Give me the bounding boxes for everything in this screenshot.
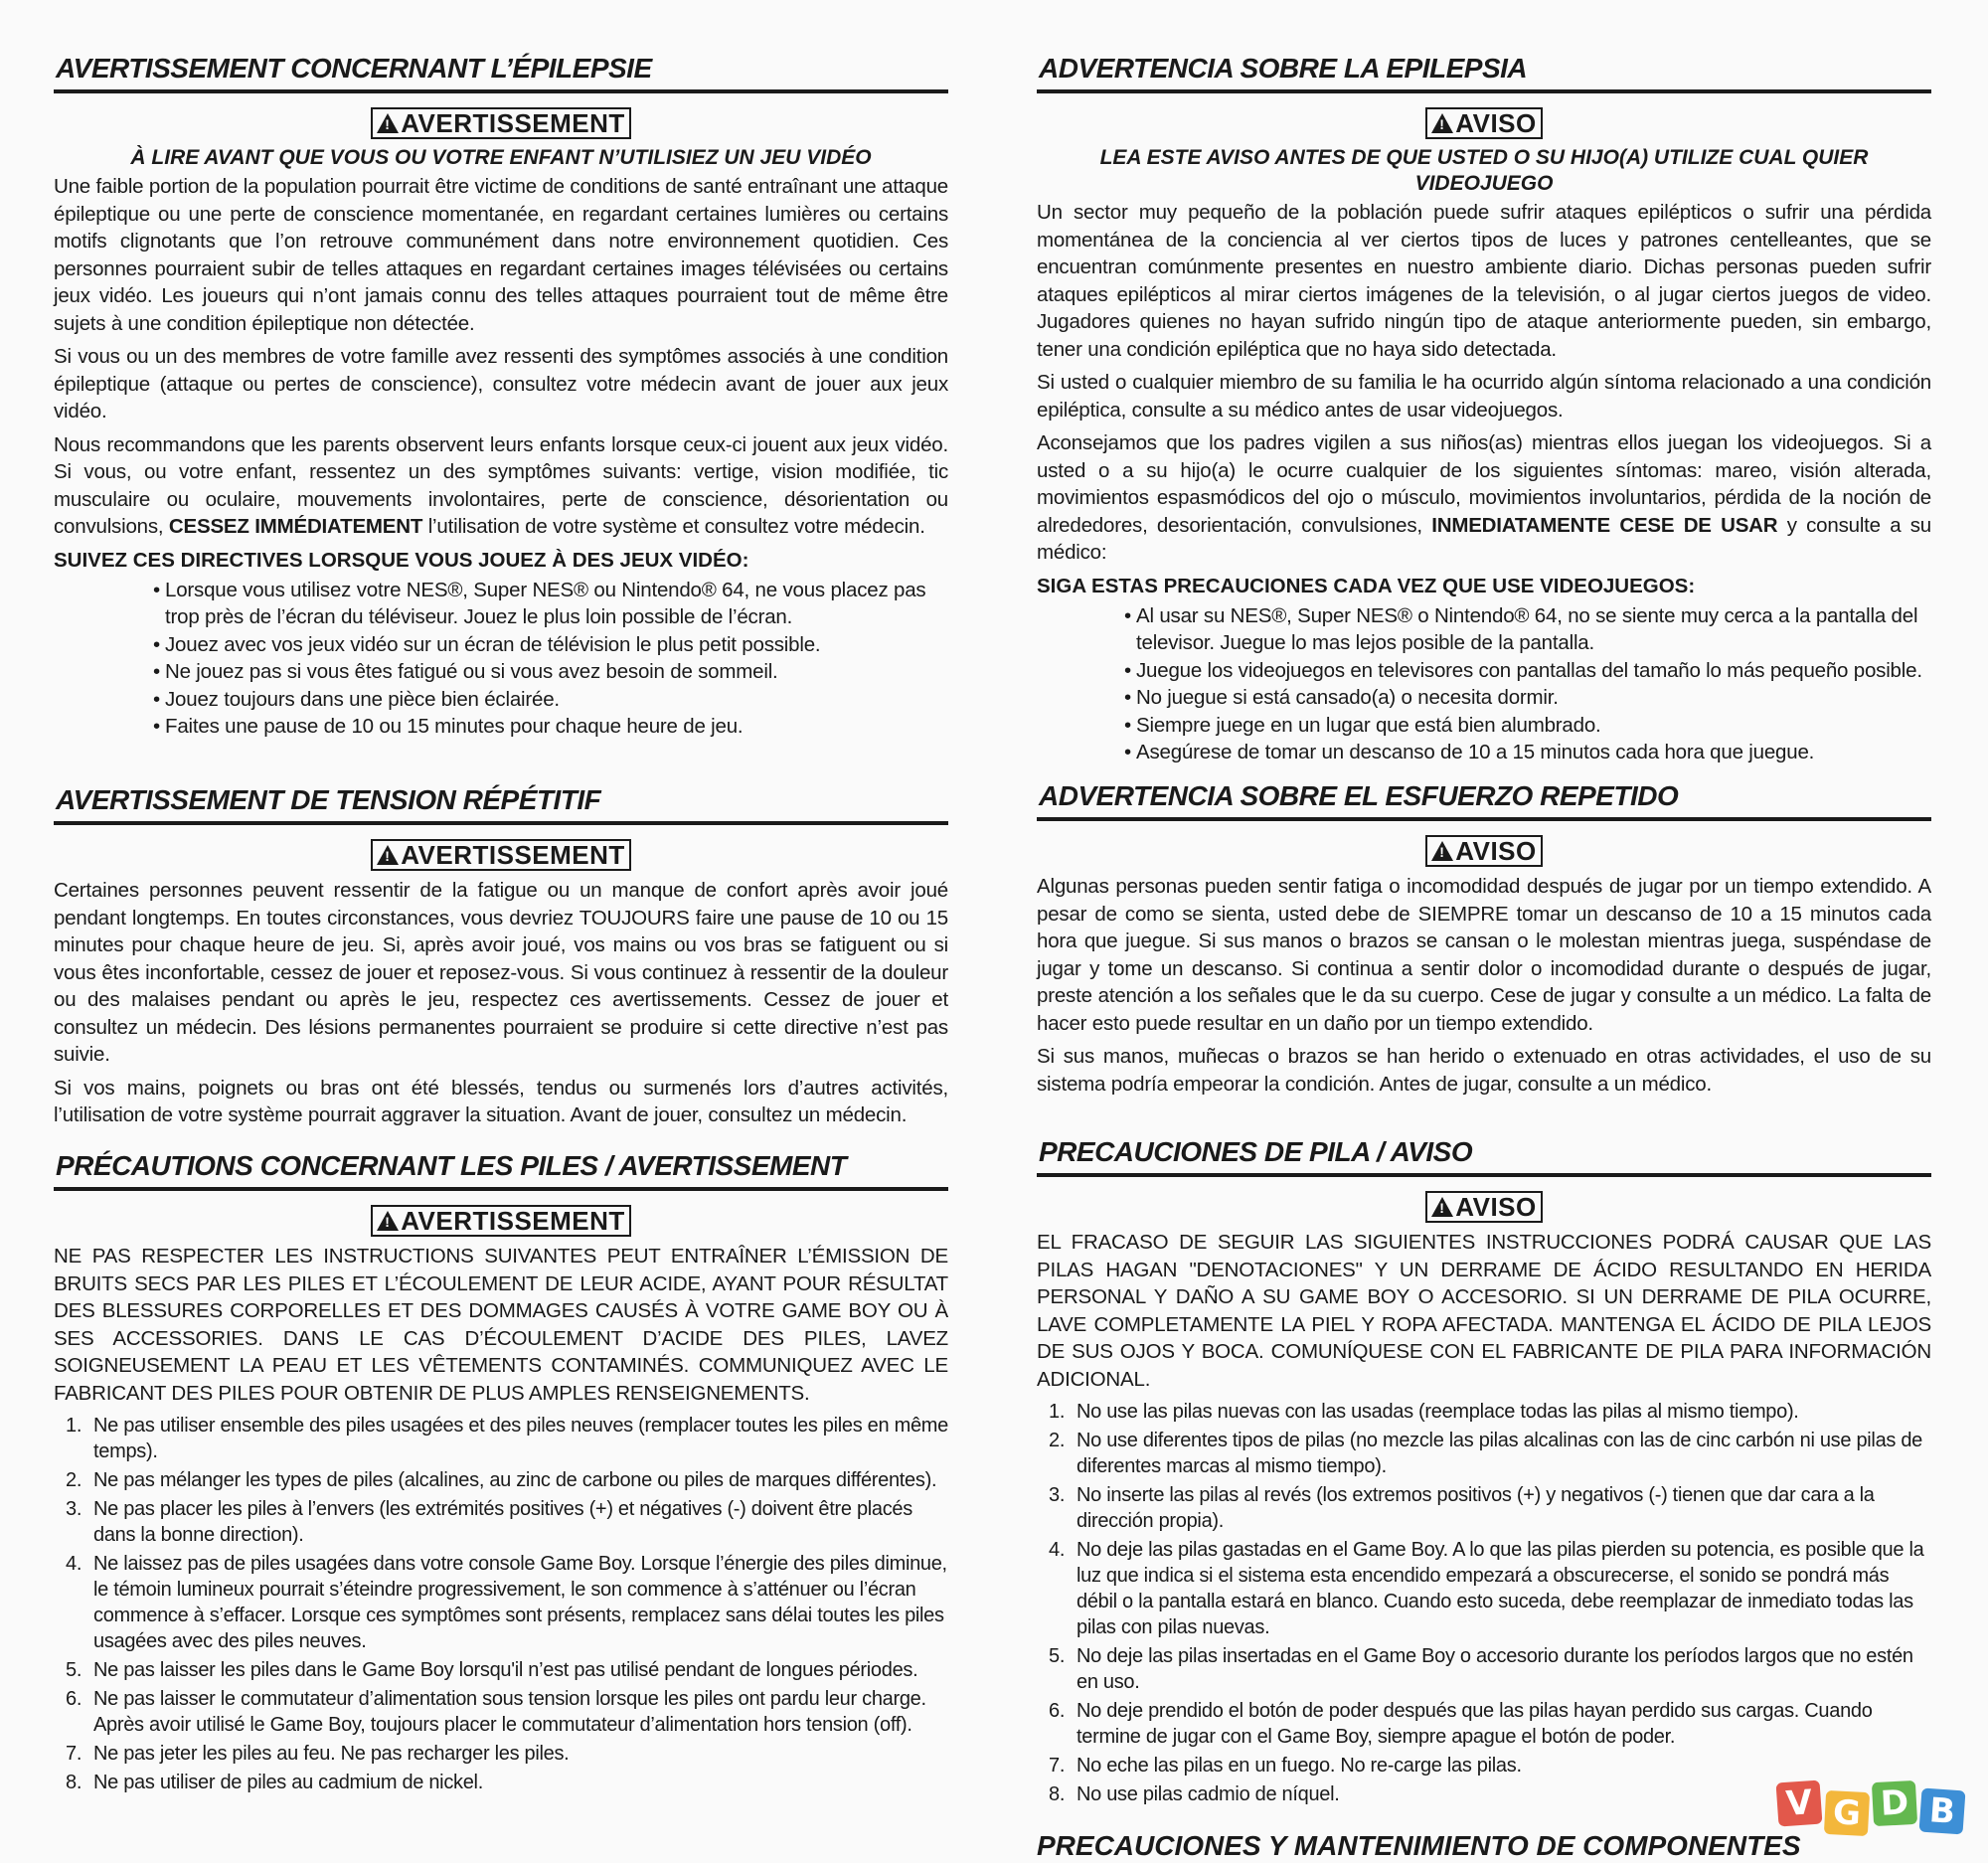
strain-section-es bbox=[1037, 779, 1931, 1103]
item-text: Ne pas jeter les piles au feu. Ne pas recharger les piles. bbox=[93, 1743, 570, 1765]
logo-letter: D bbox=[1872, 1780, 1917, 1826]
warning-box bbox=[1425, 1191, 1542, 1223]
epilepsy-section-fr bbox=[54, 52, 948, 741]
list-item: • Al usar su NES®, Super NES® o Nintendo® 64, no se siente muy cerca a la pantalla del televisor. Juegue lo mas lejos posible de la pantalla. bbox=[1124, 602, 1931, 657]
warning-label: AVERTISSEMENT bbox=[401, 108, 625, 138]
list-item: • Jouez toujours dans une pièce bien éclairée. bbox=[153, 686, 948, 714]
warning-triangle-icon bbox=[377, 845, 399, 865]
list-item: • Asegúrese de tomar un descanso de 10 a 15 minutos cada hora que juegue. bbox=[1124, 739, 1931, 766]
paragraph: Une faible portion de la population pourrait être victime de conditions de santé entraînant une attaque épileptique ou une perte de conscience momentanée, en regardant certaines lumières ou certains motifs clignotants que l’on retrouve communément dans notre environnement quotidien. Ces personnes pourraient subir de telles attaques en regardant certaines images télévisées ou certains jeux vidéo. Les joueurs qui n’ont jamais connu des telles attaques pourraient tout de même être sujets à une condition épileptique non détectée. bbox=[54, 175, 948, 335]
item-text: No eche las pilas en un fuego. No re-carge las pilas. bbox=[1077, 1755, 1522, 1777]
item-text: No inserte las pilas al revés (los extremos positivos (+) y negativos (-) tienen que dar cara a la dirección propia). bbox=[1077, 1484, 1875, 1532]
item-text: Ne pas utiliser de piles au cadmium de nickel. bbox=[93, 1772, 483, 1793]
warning-triangle-icon bbox=[377, 1211, 399, 1231]
list-item bbox=[1049, 1537, 1931, 1640]
warning-label: AVISO bbox=[1455, 108, 1537, 138]
item-text: Ne pas mélanger les types de piles (alcalines, au zinc de carbone ou piles de marques différentes). bbox=[93, 1469, 937, 1491]
directives-list bbox=[54, 577, 948, 741]
list-item bbox=[66, 1741, 948, 1767]
paragraph-emphasis: INMEDIATAMENTE CESE DE USAR bbox=[1431, 513, 1778, 537]
list-item bbox=[1049, 1643, 1931, 1695]
paragraph: Si vous ou un des membres de votre famille avez ressenti des symptômes associés à une condition épileptique (attaque ou pertes de conscience), consultez votre médecin avant de jouer aux jeux vidéo. bbox=[54, 345, 948, 423]
item-text: Ne pas laisser le commutateur d’alimentation sous tension lorsque les piles ont pardu leur charge. Après avoir utilisé le Game Boy, toujours placer le commutateur d’alimentation hors tension (off). bbox=[93, 1688, 926, 1736]
caps-paragraph: NE PAS RESPECTER LES INSTRUCTIONS SUIVANTES PEUT ENTRAÎNER L’ÉMISSION DE BRUITS SECS PAR LES PILES ET L’ÉCOULEMENT DE LEUR ACIDE, AYANT POUR RÉSULTAT DES BLESSURES CORPORELLES ET DES DOMMAGES CAUSÉS À VOTRE GAME BOY OU À SES ACCESSORIES. DANS LE CAS D’ÉCOULEMENT D’ACIDE DES PILES, LAVEZ SOIGNEUSEMENT LA PEAU ET LES VÊTEMENTS CONTAMINÉS. COMMUNIQUEZ AVEC LE FABRICANT DES PILES POUR OBTENIR DE PLUS AMPLES RENSEIGNEMENTS. bbox=[54, 1245, 948, 1405]
item-text: Ne pas placer les piles à l’envers (les extrémités positives (+) et négatives (-) doivent être placés dans la bonne direction). bbox=[93, 1498, 912, 1546]
paragraph bbox=[54, 431, 948, 541]
warning-label: AVISO bbox=[1455, 836, 1537, 866]
item-text: No deje prendido el botón de poder después que las pilas hayan perdido sus cargas. Cuando termine de jugar con el Game Boy, siempre apague el botón de poder. bbox=[1077, 1700, 1873, 1748]
batteries-section-fr bbox=[54, 1149, 948, 1798]
paragraph bbox=[1037, 429, 1931, 567]
warning-triangle-icon bbox=[1431, 1197, 1453, 1217]
paragraph-text: y consulte a su médico: bbox=[1037, 513, 1931, 564]
subheading: À LIRE AVANT QUE VOUS OU VOTRE ENFANT N’UTILISIEZ UN JEU VIDÉO bbox=[130, 146, 872, 169]
paragraph: Certaines personnes peuvent ressentir de la fatigue ou un manque de confort après avoir joué pendant longtemps. En toutes circonstances, vous devriez TOUJOURS faire une pause de 10 ou 15 minutes pour chaque heure de jeu. Si, après avoir joué, vos mains ou vos bras se fatiguent ou si vous êtes inconfortable, cessez de jouer et reposez-vous. Si vous continuez à ressentir de la douleur ou des malaises pendant ou après le jeu, respectez ces avertissements. Cessez de jouer et consultez un médecin. Des lésions permanentes pourraient se produire si cette directive n’est pas suivie. bbox=[54, 879, 948, 1066]
epilepsy-section-es bbox=[1037, 52, 1931, 766]
list-item bbox=[66, 1467, 948, 1493]
list-item bbox=[66, 1496, 948, 1548]
item-number: 5. bbox=[1049, 1645, 1066, 1667]
list-item bbox=[66, 1413, 948, 1464]
list-item: • Lorsque vous utilisez votre NES®, Super NES® ou Nintendo® 64, ne vous placez pas trop près de l’écran du téléviseur. Jouez le plus loin possible de l’écran. bbox=[153, 577, 948, 631]
warning-box bbox=[371, 839, 631, 871]
item-number: 2. bbox=[66, 1469, 83, 1491]
paragraph: Algunas personas pueden sentir fatiga o incomodidad después de jugar por un tiempo extendido. A pesar de como se sienta, usted debe de SIEMPRE tomar un descanso de 10 a 15 minutos cada hora que juegue. Si sus manos o brazos se cansan o le molestan mientras juega, suspéndase de jugar y tome un descanso. Si continua a sentir dolor o incomodidad durante o después de jugar, preste atención a los señales que le da su cuerpo. Cese de jugar y consulte a un médico. La falta de hacer esto puede resultar en un daño por un tiempo extendido. bbox=[1037, 875, 1931, 1035]
numbered-list bbox=[54, 1413, 948, 1795]
item-text: Ne laissez pas de piles usagées dans votre console Game Boy. Lorsque l’énergie des piles diminue, le témoin lumineux pourrait s’éteindre progressivement, le son commence à s’atténuer ou l’écran commence à s’effacer. Lorsque ces symptômes sont présents, remplacez sans délai toutes les piles usagées avec des piles neuves. bbox=[93, 1553, 947, 1652]
list-item bbox=[1049, 1482, 1931, 1534]
section-title: ADVERTENCIA SOBRE LA EPILEPSIA bbox=[1037, 52, 1931, 93]
item-number: 2. bbox=[1049, 1430, 1066, 1451]
list-item: • Jouez avec vos jeux vidéo sur un écran de télévision le plus petit possible. bbox=[153, 631, 948, 659]
item-text: Ne pas utiliser ensemble des piles usagées et des piles neuves (remplacer toutes les piles en même temps). bbox=[93, 1415, 948, 1462]
next-section-title: PRECAUCIONES Y MANTENIMIENTO DE COMPONENTES bbox=[1037, 1830, 1801, 1861]
warning-triangle-icon bbox=[377, 113, 399, 133]
caps-paragraph: EL FRACASO DE SEGUIR LAS SIGUIENTES INSTRUCCIONES PODRÁ CAUSAR QUE LAS PILAS HAGAN "DENOTACIONES" Y UN DERRAME DE ÁCIDO RESULTANDO EN HERIDA PERSONAL Y DAÑO A SU GAME BOY O ACCESORIO. SI UN DERRAME DE PILA OCURRE, LAVE COMPLETAMENTE LA PIEL Y ROPA AFECTADA. MANTENGA EL ÁCIDO DE PILA LEJOS DE SUS OJOS Y BOCA. COMUNÍQUESE CON EL FABRICANTE DE PILA PARA INFORMACIÓN ADICIONAL. bbox=[1037, 1231, 1931, 1391]
item-text: No deje las pilas gastadas en el Game Boy. A lo que las pilas pierden su potencia, es posible que la luz que indica si el sistema esta encendido empezará a obscurecerse, el sonido se pondrá más débil o la pantalla estará en blanco. Cuando esto suceda, debe reemplazar de inmediato todas las pilas con pilas nuevas. bbox=[1077, 1539, 1924, 1638]
directives-heading: SIGA ESTAS PRECAUCIONES CADA VEZ QUE USE VIDEOJUEGOS: bbox=[1037, 574, 1696, 597]
tension-section-fr bbox=[54, 783, 948, 1135]
item-number: 1. bbox=[66, 1415, 83, 1437]
paragraph-text: Aconsejamos que los padres vigilen a sus niños(as) mientras ellos juegan los videojuegos. Si a usted o a su hijo(a) le ocurre cualquier de los siguientes síntomas: mareo, visión alterada, movimientos espasmódicos del ojo o músculo, movimientos involuntarios, pérdida de la noción de alrededores, desorientación, convulsiones, bbox=[1037, 431, 1931, 537]
item-text: Ne pas laisser les piles dans le Game Boy lorsqu'il n’est pas utilisé pendant de longues périodes. bbox=[93, 1659, 918, 1681]
paragraph-emphasis: CESSEZ IMMÉDIATEMENT bbox=[168, 515, 423, 538]
item-number: 8. bbox=[1049, 1783, 1066, 1805]
item-number: 4. bbox=[66, 1553, 83, 1575]
item-number: 6. bbox=[66, 1688, 83, 1710]
directives-heading: SUIVEZ CES DIRECTIVES LORSQUE VOUS JOUEZ À DES JEUX VIDÉO: bbox=[54, 548, 749, 572]
paragraph: Si sus manos, muñecas o brazos se han herido o extenuado en otras actividades, el uso de su sistema podría empeorar la condición. Antes de jugar, consulte a un médico. bbox=[1037, 1045, 1931, 1096]
item-text: No use diferentes tipos de pilas (no mezcle las pilas alcalinas con las de cinc carbón ni use pilas de diferentes marcas al mismo tiempo). bbox=[1077, 1430, 1922, 1477]
warning-box bbox=[371, 107, 631, 139]
paragraph: Un sector muy pequeño de la población puede sufrir ataques epilépticos o sufrir una pérdida momentánea de la conciencia al ver ciertos tipos de luces y patrones centelleantes, que se encuentran comúnmente presentes en nuestro ambiente diario. Dichas personas pueden sufrir ataques epilépticos al mirar ciertos imágenes de la televisión, o al jugar ciertos juegos de video. Jugadores quienes no hayan sufrido ningún tipo de ataque anteriormente pueden, sin embargo, tener una condición epiléptica que no haya sido detectada. bbox=[1037, 201, 1931, 361]
subheading: LEA ESTE AVISO ANTES DE QUE USTED O SU HIJO(A) UTILIZE CUAL QUIER VIDEOJUEGO bbox=[1099, 146, 1869, 195]
item-number: 7. bbox=[1049, 1755, 1066, 1777]
section-title: PRECAUCIONES DE PILA / AVISO bbox=[1037, 1135, 1931, 1177]
paragraph-text: l’utilisation de votre système et consultez votre médecin. bbox=[422, 515, 925, 538]
paragraph-text: Nous recommandons que les parents observent leurs enfants lorsque ceux-ci jouent aux jeux vidéo. Si vous, ou votre enfant, ressentez un des symptômes suivants: vertige, vision modifiée, tic musculaire ou oculaire, mouvements involontaires, perte de conscience, désorientation ou convulsions, bbox=[54, 432, 948, 538]
section-title: ADVERTENCIA SOBRE EL ESFUERZO REPETIDO bbox=[1037, 779, 1931, 821]
list-item bbox=[66, 1657, 948, 1683]
item-text: No use pilas cadmio de níquel. bbox=[1077, 1783, 1340, 1805]
list-item: • Juegue los videojuegos en televisores con pantallas del tamaño lo más pequeño posible. bbox=[1124, 657, 1931, 685]
item-number: 5. bbox=[66, 1659, 83, 1681]
warning-label: AVERTISSEMENT bbox=[401, 1206, 625, 1236]
item-number: 8. bbox=[66, 1772, 83, 1793]
list-item: • Ne jouez pas si vous êtes fatigué ou si vous avez besoin de sommeil. bbox=[153, 658, 948, 686]
warning-box bbox=[371, 1205, 631, 1237]
logo-letter: V bbox=[1776, 1780, 1823, 1827]
warning-triangle-icon bbox=[1431, 841, 1453, 861]
directives-list bbox=[1037, 602, 1931, 766]
section-title: AVERTISSEMENT CONCERNANT L’ÉPILEPSIE bbox=[54, 52, 948, 93]
item-number: 6. bbox=[1049, 1700, 1066, 1722]
paragraph: Si vos mains, poignets ou bras ont été blessés, tendus ou surmenés lors d’autres activités, l’utilisation de votre système pourrait aggraver la situation. Avant de jouer, consultez un médecin. bbox=[54, 1076, 948, 1126]
item-number: 7. bbox=[66, 1743, 83, 1765]
item-number: 3. bbox=[1049, 1484, 1066, 1506]
warning-box bbox=[1425, 107, 1542, 139]
list-item bbox=[66, 1551, 948, 1654]
item-text: No use las pilas nuevas con las usadas (reemplace todas las pilas al mismo tiempo). bbox=[1077, 1401, 1799, 1423]
list-item bbox=[1049, 1428, 1931, 1479]
vgdb-logo bbox=[1777, 1774, 1972, 1843]
warning-triangle-icon bbox=[1431, 113, 1453, 133]
list-item: • No juegue si está cansado(a) o necesita dormir. bbox=[1124, 684, 1931, 712]
list-item bbox=[1049, 1698, 1931, 1750]
item-number: 1. bbox=[1049, 1401, 1066, 1423]
warning-label: AVISO bbox=[1455, 1192, 1537, 1222]
list-item: • Siempre juege en un lugar que está bien alumbrado. bbox=[1124, 712, 1931, 740]
batteries-section-es bbox=[1037, 1135, 1931, 1810]
list-item bbox=[66, 1770, 948, 1795]
list-item bbox=[1049, 1399, 1931, 1425]
list-item bbox=[66, 1686, 948, 1738]
item-number: 3. bbox=[66, 1498, 83, 1520]
warning-label: AVERTISSEMENT bbox=[401, 840, 625, 870]
item-number: 4. bbox=[1049, 1539, 1066, 1561]
logo-letter: B bbox=[1919, 1788, 1966, 1835]
section-title: PRÉCAUTIONS CONCERNANT LES PILES / AVERTISSEMENT bbox=[54, 1149, 948, 1191]
list-item: • Faites une pause de 10 ou 15 minutes pour chaque heure de jeu. bbox=[153, 713, 948, 741]
numbered-list bbox=[1037, 1399, 1931, 1807]
section-title: AVERTISSEMENT DE TENSION RÉPÉTITIF bbox=[54, 783, 948, 825]
item-text: No deje las pilas insertadas en el Game Boy o accesorio durante los períodos largos que no estén en uso. bbox=[1077, 1645, 1913, 1693]
logo-letter: G bbox=[1824, 1790, 1870, 1836]
warning-box bbox=[1425, 835, 1542, 867]
paragraph: Si usted o cualquier miembro de su familia le ha ocurrido algún síntoma relacionado a una condición epiléptica, consulte a su médico antes de usar videojuegos. bbox=[1037, 371, 1931, 422]
